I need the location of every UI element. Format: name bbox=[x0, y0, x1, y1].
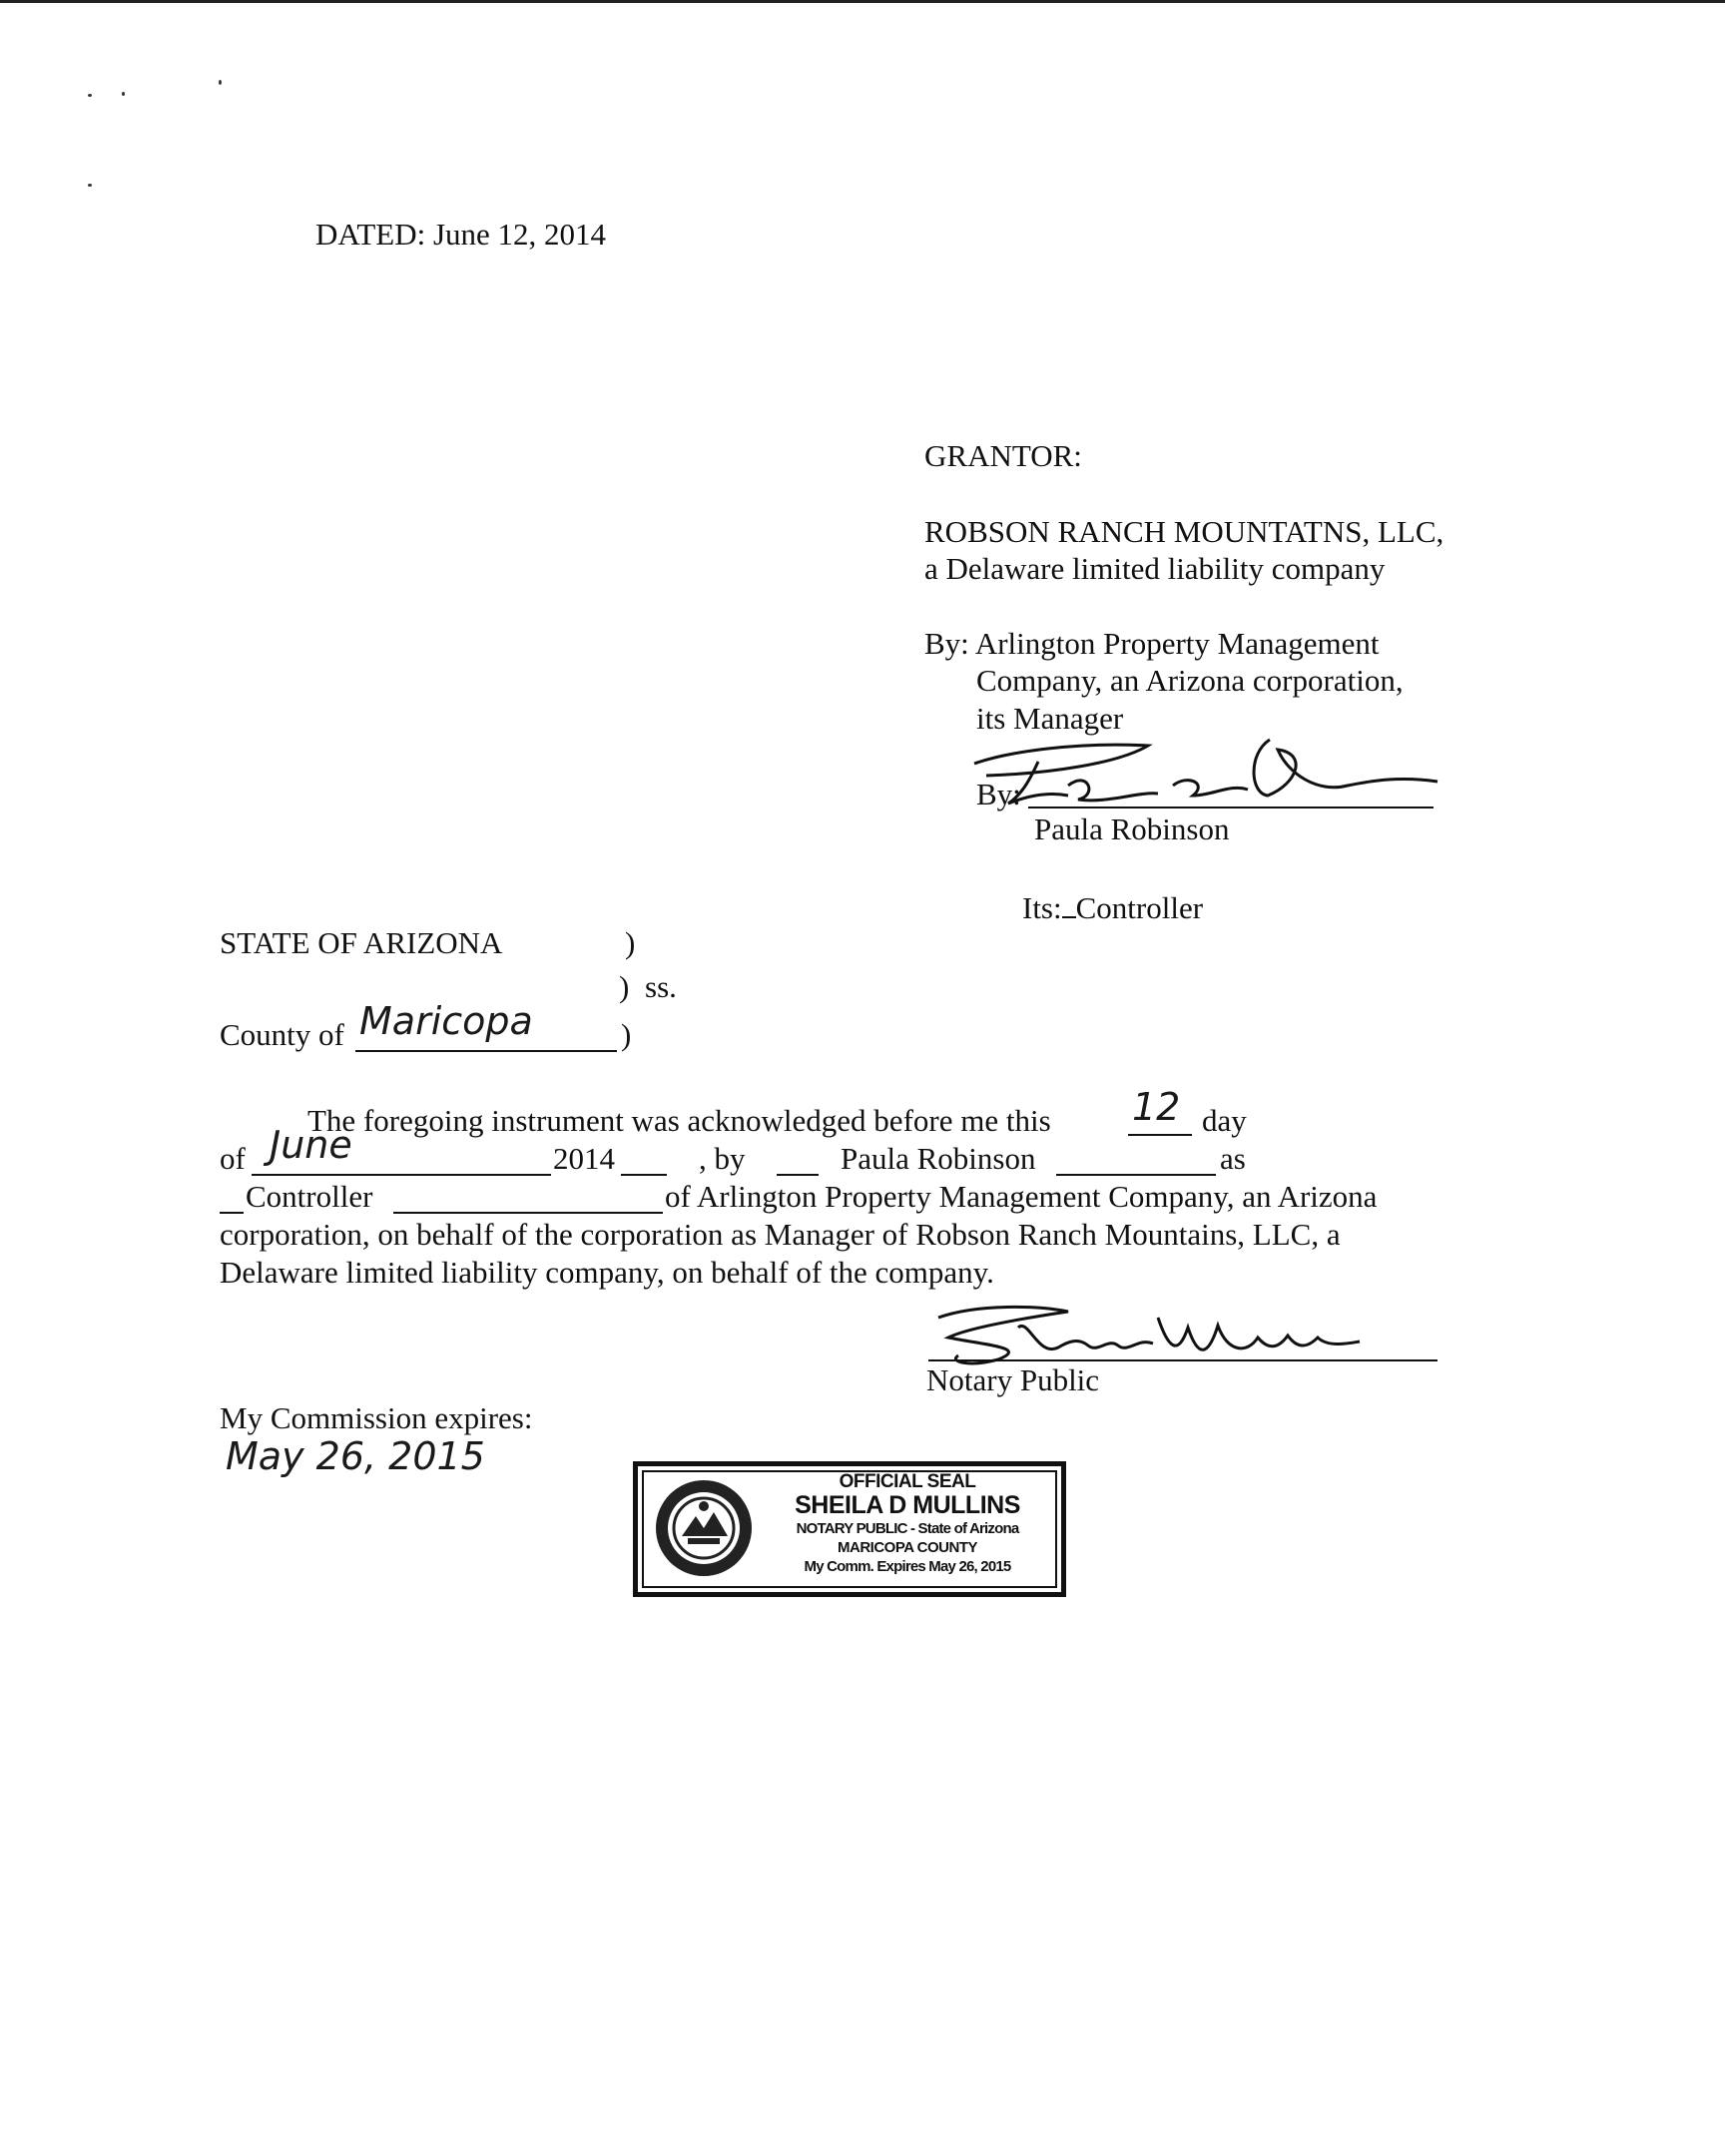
county-prefix: County of bbox=[220, 1017, 344, 1052]
ack-year-blank bbox=[621, 1174, 667, 1176]
ack-of: of bbox=[220, 1141, 246, 1176]
commission-label: My Commission expires: bbox=[220, 1400, 533, 1435]
grantor-by-line2: Company, an Arizona corporation, bbox=[976, 663, 1404, 698]
ack-as: as bbox=[1220, 1141, 1246, 1176]
ack-year: 2014 bbox=[553, 1141, 615, 1176]
seal-text-block bbox=[760, 1472, 1055, 1576]
commission-handwritten: May 26, 2015 bbox=[226, 1434, 485, 1478]
ack-title-blank-left bbox=[220, 1212, 244, 1214]
seal-line5: My Comm. Expires May 26, 2015 bbox=[804, 1558, 1011, 1575]
seal-line3: NOTARY PUBLIC - State of Arizona bbox=[796, 1520, 1019, 1537]
ack-day-handwritten: 12 bbox=[1132, 1085, 1181, 1129]
grantor-by-line3: its Manager bbox=[976, 701, 1124, 736]
its-title: Controller bbox=[1075, 890, 1204, 925]
signer-name: Paula Robinson bbox=[1034, 811, 1230, 846]
paren-3: ) bbox=[621, 1017, 632, 1052]
scan-speck bbox=[122, 92, 125, 96]
seal-line2: SHEILA D MULLINS bbox=[795, 1491, 1020, 1519]
scan-speck bbox=[88, 94, 92, 97]
scan-speck bbox=[219, 80, 222, 85]
ack-line5: Delaware limited liability company, on behalf of the company. bbox=[220, 1255, 994, 1290]
ack-title: Controller bbox=[246, 1179, 373, 1214]
dated-line: DATED: June 12, 2014 bbox=[315, 217, 607, 252]
ack-day-blank bbox=[1128, 1134, 1192, 1136]
state-seal-emblem bbox=[652, 1476, 756, 1580]
ack-line3-rest: of Arlington Property Management Company, an Arizona bbox=[665, 1179, 1378, 1214]
notary-label: Notary Public bbox=[926, 1362, 1100, 1397]
ack-name-blank bbox=[1056, 1174, 1216, 1176]
county-handwritten: Maricopa bbox=[359, 999, 533, 1043]
ack-line1-text: The foregoing instrument was acknowledged before me this bbox=[307, 1103, 1051, 1138]
state-label: STATE OF ARIZONA bbox=[220, 925, 503, 960]
scan-top-border bbox=[0, 0, 1725, 3]
signature-by-label: By: bbox=[976, 777, 1021, 811]
grantor-by-line1: By: Arlington Property Management bbox=[924, 626, 1380, 661]
paren-2: ) bbox=[619, 969, 630, 1004]
its-title-line bbox=[1022, 886, 1203, 927]
ack-line4: corporation, on behalf of the corporation as Manager of Robson Ranch Mountains, LLC, a bbox=[220, 1217, 1341, 1252]
ack-title-blank-right bbox=[393, 1212, 663, 1214]
grantor-company: ROBSON RANCH MOUNTATNS, LLC, bbox=[924, 514, 1444, 549]
seal-line4: MARICOPA COUNTY bbox=[838, 1539, 977, 1556]
seal-line1: OFFICIAL SEAL bbox=[839, 1471, 976, 1492]
scan-speck bbox=[88, 184, 92, 187]
ss-label: ss. bbox=[645, 969, 677, 1004]
ack-month-handwritten: June bbox=[270, 1123, 352, 1167]
ack-by-blank bbox=[777, 1174, 819, 1176]
ack-name: Paula Robinson bbox=[841, 1141, 1036, 1176]
its-blank bbox=[1062, 886, 1076, 918]
grantor-company-type: a Delaware limited liability company bbox=[924, 551, 1386, 586]
grantor-heading: GRANTOR: bbox=[924, 438, 1082, 473]
notary-seal-stamp bbox=[633, 1461, 1066, 1597]
ack-day-word: day bbox=[1202, 1103, 1247, 1138]
ack-by: , by bbox=[699, 1141, 746, 1176]
its-prefix: Its: bbox=[1022, 890, 1062, 925]
paren-1: ) bbox=[625, 925, 636, 960]
county-blank-line bbox=[355, 1050, 617, 1052]
ack-month-blank bbox=[252, 1174, 551, 1176]
